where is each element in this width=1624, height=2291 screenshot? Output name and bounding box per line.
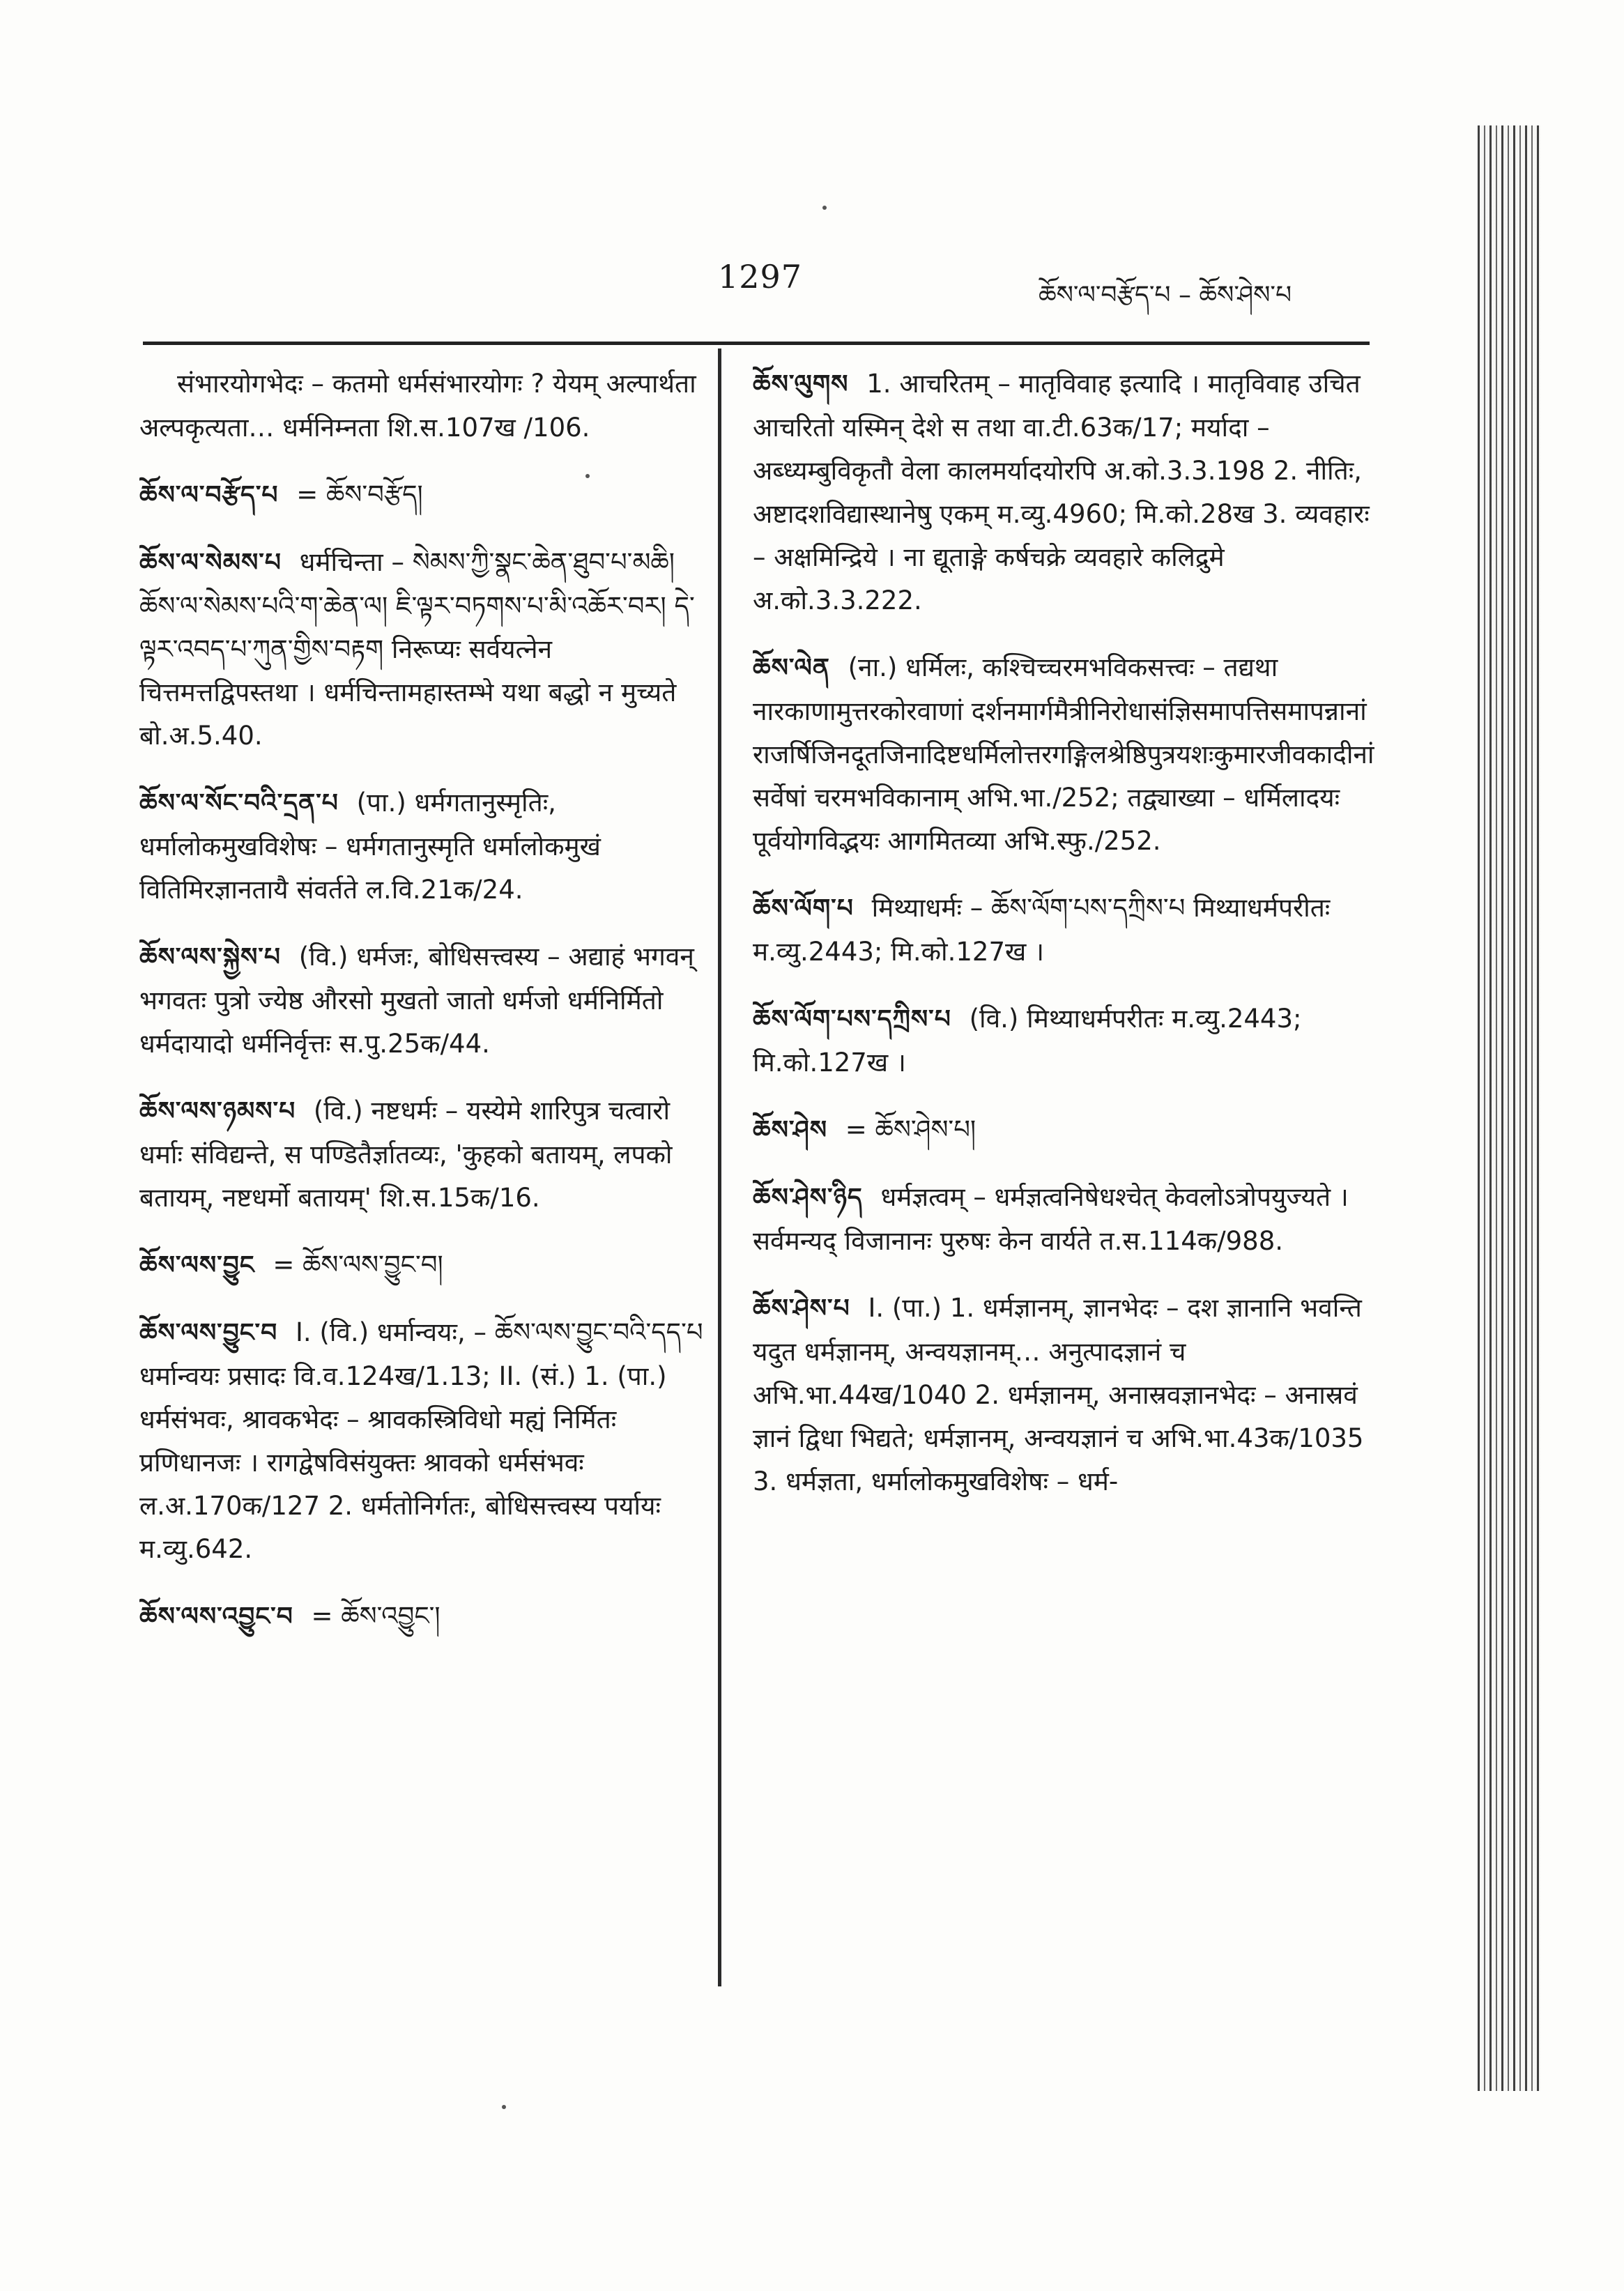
entry-definition: = ཆོས་འབྱུང་། [311, 1601, 441, 1631]
dictionary-entry [753, 887, 1380, 974]
dictionary-entry [139, 362, 704, 450]
entry-headword: ཆོས་ཤེས་ཉིད [753, 1183, 863, 1212]
dictionary-entry [753, 997, 1380, 1085]
entry-definition: (वि.) मिथ्याधर्मपरीतः म.व्यु.2443; मि.को.127ख । [753, 1004, 1302, 1078]
running-head: ཆོས་ལ་བརྩོད་པ – ཆོས་ཤེས་པ [1039, 281, 1292, 309]
entry-headword: ཆོས་ལས་བྱུང [139, 1251, 255, 1280]
entry-definition: = ཆོས་ལས་བྱུང་བ། [273, 1250, 443, 1280]
dictionary-entry [139, 1089, 704, 1220]
entry-definition: (वि.) धर्मजः, बोधिसत्त्वस्य – अद्याहं भगवन् भगवतः पुत्रो ज्येष्ठ औरसो मुखतो जातो धर्मजो धर्मनिर्मितो धर्मदायादो धर्मनिर्वृत्तः स.पु.25क/44. [139, 942, 694, 1059]
dictionary-entry [139, 781, 704, 912]
dictionary-entry [139, 541, 704, 758]
entry-headword: ཆོས་ལ་སོང་བའི་དྲན་པ [139, 789, 339, 818]
entry-definition: 1. आचरितम् – मातृविवाह इत्यादि । मातृविवाह उचित आचरितो यस्मिन् देशे स तथा वा.टी.63क/17; मर्यादा – अब्ध्यम्बुविकृतौ वेला कालमर्यादयोरपि अ.को.3.3.198 2. नीतिः, अष्टादशविद्यास्थानेषु एकम् म.व्यु.4960; मि.को.28ख 3. व्यवहारः – अक्षमिन्द्रिये । ना द्यूताङ्गे कर्षचक्रे व्यवहारे कलिद्रुमे अ.को.3.3.222. [753, 369, 1370, 615]
entry-definition: धर्मचिन्ता – སེམས་ཀྱི་སྣང་ཆེན་ཐུབ་པ་མཆི། ཆོས་ལ་སེམས་པའི་ག་ཆེན་ལ། ཇི་ལྟར་བཏགས་པ་མི་འཆོར་བར། དེ་ལྟར་འབད་པ་ཀུན་གྱིས་བརྟག निरूप्यः सर्वयत्नेन चित्तमत्तद्विपस्तथा । धर्मचिन्तामहास्तम्भे यथा बद्धो न मुच्यते बो.अ.5.40. [139, 547, 695, 751]
entry-headword: ཆོས་ལས་འབྱུང་བ [139, 1602, 293, 1631]
dictionary-entry [139, 935, 704, 1066]
entry-definition: = ཆོས་ཤེས་པ། [845, 1114, 976, 1144]
entry-headword: ཆོས་ལས་ཉམས་པ [139, 1097, 296, 1126]
page-number: 1297 [718, 258, 803, 296]
left-column [139, 362, 704, 2082]
entry-headword: ཆོས་ལས་སྐྱེས་པ [139, 943, 281, 972]
entry-headword: ཆོས་ལུགས [753, 370, 849, 399]
entry-definition: = ཆོས་བརྩོད། [296, 480, 423, 509]
dictionary-entry [753, 362, 1380, 622]
entry-headword: ཆོས་ཤེས [753, 1116, 828, 1144]
entry-definition: I. (वि.) धर्मान्वयः, – ཆོས་ལས་བྱུང་བའི་དད་པ धर्मान्वयः प्रसादः वि.व.124ख/1.13; II. (सं.) 1. (पा.) धर्मसंभवः, श्रावकभेदः – श्रावकस्त्रिविधो मह्यं निर्मितः प्रणिधानजः । रागद्वेषविसंयुक्तः श्रावको धर्मसंभवः ल.अ.170क/127 2. धर्मतोनिर्गतः, बोधिसत्त्वस्य पर्यायः म.व्यु.642. [139, 1317, 703, 1564]
entry-headword: ཆོས་ལེན [753, 654, 830, 682]
column-divider [718, 348, 721, 1986]
book-binding-edge [1478, 125, 1540, 2091]
entry-definition: संभारयोगभेदः – कतमो धर्मसंभारयोगः ? येयम् अल्पार्थता अल्पकृत्यता… धर्मनिम्नता शि.स.107ख /106. [139, 369, 696, 443]
scan-speck [502, 2105, 506, 2109]
entry-headword: ཆོས་ལས་བྱུང་བ [139, 1319, 278, 1347]
entry-headword: ཆོས་ལ་སེམས་པ [139, 549, 282, 577]
entry-definition: (वि.) नष्टधर्मः – यस्येमे शारिपुत्र चत्वारो धर्माः संविद्यन्ते, स पण्डितैर्ज्ञातव्यः, 'कुहको बतायम्, लपको बतायम्, नष्टधर्मो बतायम्' शि.स.15क/16. [139, 1096, 673, 1213]
entry-definition: I. (पा.) 1. धर्मज्ञानम्, ज्ञानभेदः – दश ज्ञानानि भवन्ति यदुत धर्मज्ञानम्, अन्वयज्ञानम्… अनुत्पादज्ञानं च अभि.भा.44ख/1040 2. धर्मज्ञानम्, अनास्रवज्ञानभेदः – अनास्रवं ज्ञानं द्विधा भिद्यते; धर्मज्ञानम्, अन्वयज्ञानं च अभि.भा.43क/1035 3. धर्मज्ञता, धर्मालोकमुखविशेषः – धर्म- [753, 1293, 1364, 1496]
entry-definition: (पा.) धर्मगतानुस्मृतिः, धर्मालोकमुखविशेषः – धर्मगतानुस्मृति धर्मालोकमुखं वितिमिरज्ञानतायै संवर्तते ल.वि.21क/24. [139, 788, 601, 905]
entry-headword: ཆོས་ལོག་པ [753, 894, 854, 923]
dictionary-entry [139, 473, 704, 517]
dictionary-entry [139, 1311, 704, 1571]
entry-headword: ཆོས་ལོག་པས་དཀྲིས་པ [753, 1005, 951, 1034]
right-column [753, 362, 1380, 2082]
entry-headword: ཆོས་ཤེས་པ [753, 1294, 850, 1323]
entry-headword: ཆོས་ལ་བརྩོད་པ [139, 481, 279, 509]
dictionary-entry [139, 1595, 704, 1639]
entry-definition: (ना.) धर्मिलः, कश्चिच्चरमभविकसत्त्वः – तद्यथा नारकाणामुत्तरकोरवाणां दर्शनमार्गमैत्रीनिरोधासंज्ञिसमापत्तिसमापन्नानां राजर्षिजिनदूतजिनादिष्टधर्मिलोत्तरगङ्गिलश्रेष्ठिपुत्रयशःकुमारजीवकादीनां सर्वेषां चरमभविकानाम् अभि.भा./252; तद्व्याख्या – धर्मिलादयः पूर्वयोगविद्भयः आगमितव्या अभि.स्फु./252. [753, 652, 1374, 856]
dictionary-entry [753, 1176, 1380, 1263]
dictionary-entry [753, 646, 1380, 863]
entry-definition: धर्मज्ञत्वम् – धर्मज्ञत्वनिषेधश्चेत् केवलोऽत्रोपयुज्यते । सर्वमन्यद् विजानानः पुरुषः केन वार्यते त.स.114क/988. [753, 1182, 1349, 1256]
dictionary-entry [753, 1287, 1380, 1503]
scan-speck [585, 474, 590, 478]
dictionary-entry [753, 1108, 1380, 1152]
header-rule [143, 342, 1370, 345]
dictionary-entry [139, 1243, 704, 1287]
scan-speck [822, 206, 827, 210]
entry-definition: मिथ्याधर्मः – ཆོས་ལོག་པས་དཀྲིས་པ मिथ्याधर्मपरीतः म.व्यु.2443; मि.को.127ख । [753, 893, 1331, 967]
